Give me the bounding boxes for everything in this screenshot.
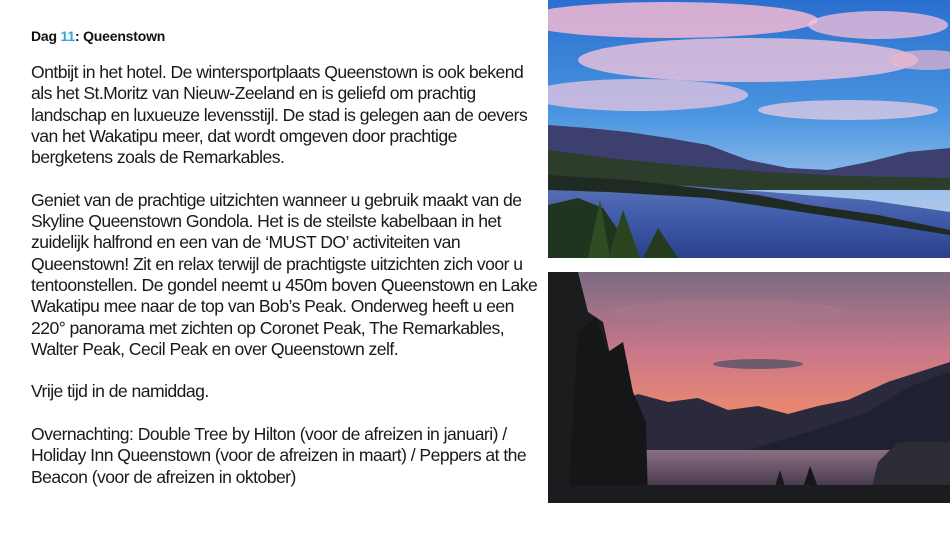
paragraph-free-time: Vrije tijd in de namiddag. — [31, 381, 209, 402]
paragraph-accommodation: Overnachting: Double Tree by Hilton (voor de afreizen in januari) / Holiday Inn Queenstown (voor de afreizen in maart) / Peppers at the Beacon (voor de afreizen in oktober) — [31, 424, 527, 487]
paragraph-gondola: Geniet van de prachtige uitzichten wanneer u gebruik maakt van de Skyline Queenstown Gondola. Het is de steilste kabelbaan in het zuidelijk halfrond en een van de ‘MUST DO’ activiteiten van Queenstown! Zit en relax terwijl de prachtigste uitzichten zich voor u tentoonstellen. De gondel neemt u 450m boven Queenstown en Lake Wakatipu mee naar de top van Bob’s Peak. Onderweg heeft u een 220° panorama met zichten op Coronet Peak, The Remarkables, Walter Peak, Cecil Peak en over Queenstown zelf. — [31, 189, 538, 359]
day-number: 11 — [60, 28, 75, 44]
day-heading — [31, 28, 165, 44]
sunset-mountains-photo — [548, 272, 950, 503]
itinerary-text — [31, 62, 541, 509]
paragraph-intro: Ontbijt in het hotel. De wintersportplaats Queenstown is ook bekend als het St.Moritz van Nieuw-Zeeland en is geliefd om prachtig landschap en luxueuze levensstijl. De stad is gelegen aan de oevers van het Wakatipu meer, dat wordt omgeven door prachtige bergketens zoals de Remarkables. — [31, 62, 528, 168]
day-title: : Queenstown — [74, 28, 166, 44]
queenstown-lake-photo — [548, 0, 950, 258]
day-prefix: Dag — [31, 28, 61, 44]
